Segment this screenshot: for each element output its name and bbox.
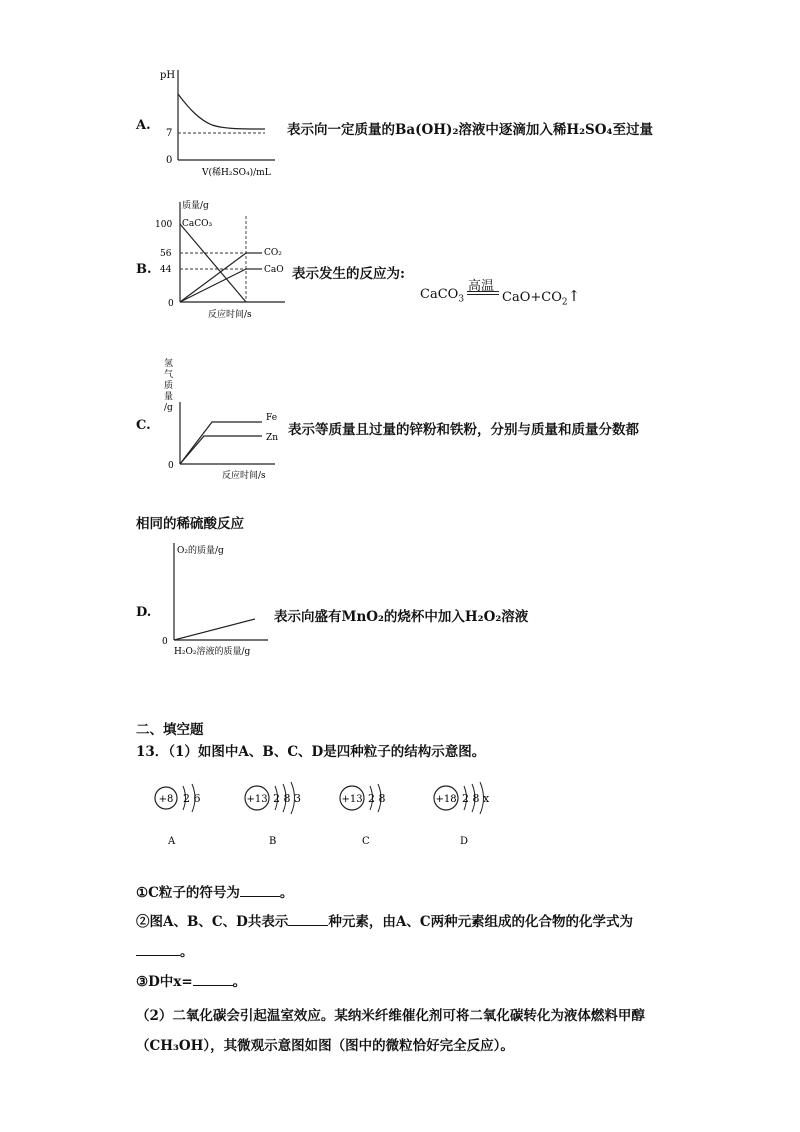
option-c-ylabel-3: 质 [164, 381, 174, 391]
particle-a [155, 784, 201, 847]
option-c-xlabel: 反应时间/s [222, 471, 266, 480]
particle-d-shells: 2 8 x [462, 792, 490, 805]
particle-b-shells: 2 8 3 [273, 792, 301, 805]
option-b-equation [420, 275, 600, 311]
answer-blank-4[interactable] [193, 974, 233, 986]
option-b-text: 表示发生的反应为: [292, 266, 405, 282]
answer-blank-3[interactable] [136, 944, 180, 956]
particle-d-nucleus: +18 [435, 794, 457, 805]
answer-blank-2[interactable] [288, 914, 328, 926]
option-c-text: 表示等质量且过量的锌粉和铁粉，分别与质量和质量分数都 [288, 422, 639, 438]
option-c-curve-fe: Fe [266, 413, 278, 423]
q13-part2-line1: （2）二氧化碳会引起温室效应。某纳米纤维催化剂可将二氧化碳转化为液体燃料甲醇 [136, 1008, 645, 1024]
option-b-ylabel: 质量/g [182, 201, 209, 211]
particle-c-nucleus: +13 [341, 794, 363, 805]
equation-left: CaCO [420, 287, 459, 302]
particle-c [340, 784, 386, 847]
option-d-ylabel: O₂的质量/g [177, 546, 224, 556]
option-a-xlabel: V(稀H₂SO₄)/mL [202, 168, 271, 178]
particle-c-label: C [362, 836, 370, 847]
particle-b-label: B [269, 836, 277, 847]
option-d-text: 表示向盛有MnO₂的烧杯中加入H₂O₂溶液 [274, 609, 529, 625]
option-b-graph [150, 196, 290, 320]
option-c-ylabel-4: 量 [164, 392, 174, 402]
q13-part2-line2: （CH₃OH），其微观示意图如图（图中的微粒恰好完全反应）。 [136, 1038, 514, 1054]
equation-condition: 高温 [468, 279, 495, 294]
equation-right: CaO+CO [502, 290, 562, 305]
particle-c-shells: 2 8 [368, 792, 386, 805]
option-b-tick56: 56 [160, 249, 172, 259]
option-b-curve-co2: CO₂ [264, 248, 282, 258]
particle-d [434, 782, 490, 847]
option-c-ylabel-1: 氢 [164, 359, 174, 369]
option-b-curve-caco3: CaCO₃ [182, 219, 213, 229]
option-a-graph [150, 62, 285, 182]
option-d-letter: D. [136, 605, 152, 620]
option-b-tick100: 100 [155, 220, 173, 230]
particle-a-nucleus: +8 [158, 794, 174, 805]
particle-b-nucleus: +13 [246, 794, 268, 805]
option-b-letter: B. [136, 262, 152, 277]
particle-b [245, 782, 301, 847]
option-c-letter: C. [136, 418, 151, 433]
option-d-origin: 0 [162, 637, 168, 647]
section-title: 二、填空题 [136, 722, 204, 738]
gas-arrow-icon: ↑ [567, 287, 581, 305]
option-a-letter: A. [136, 118, 151, 133]
q13-sub1: ①C粒子的符号为 。 [136, 885, 294, 901]
q13-intro: 13．（1）如图中A、B、C、D是四种粒子的结构示意图。 [136, 744, 486, 760]
option-c-continuation: 相同的稀硫酸反应 [136, 516, 244, 532]
option-a-text: 表示向一定质量的Ba(OH)₂溶液中逐滴加入稀H₂SO₄至过量 [287, 122, 653, 138]
option-b-xlabel: 反应时间/s [208, 310, 252, 320]
option-b-curve-cao: CaO [264, 265, 284, 275]
option-b-origin: 0 [168, 299, 174, 309]
answer-blank-1[interactable] [240, 885, 280, 897]
equation-right-sub: 2 [561, 297, 568, 308]
q13-sub2: ②图A、B、C、D共表示 种元素，由A、C两种元素组成的化合物的化学式为 [136, 914, 634, 930]
option-c-ylabel-5: /g [164, 403, 173, 413]
option-b-tick44: 44 [160, 265, 172, 275]
option-c-graph [150, 352, 285, 480]
q13-sub2-cont: 。 [136, 940, 194, 960]
option-a-ylabel: pH [160, 70, 176, 81]
option-c-curve-zn: Zn [266, 433, 279, 443]
option-a-origin: 0 [166, 155, 173, 166]
q13-sub3: ③D中x= 。 [136, 974, 247, 990]
equation-left-sub: 3 [458, 294, 465, 305]
option-d-graph [150, 535, 280, 660]
particle-a-label: A [168, 836, 176, 847]
particle-diagrams [140, 770, 510, 850]
particle-a-shells: 2 6 [183, 792, 201, 805]
option-a-tick7: 7 [166, 128, 173, 139]
option-d-xlabel: H₂O₂溶液的质量/g [174, 647, 251, 657]
option-c-origin: 0 [168, 461, 174, 471]
particle-d-label: D [460, 836, 469, 847]
option-c-ylabel-2: 气 [164, 370, 174, 380]
